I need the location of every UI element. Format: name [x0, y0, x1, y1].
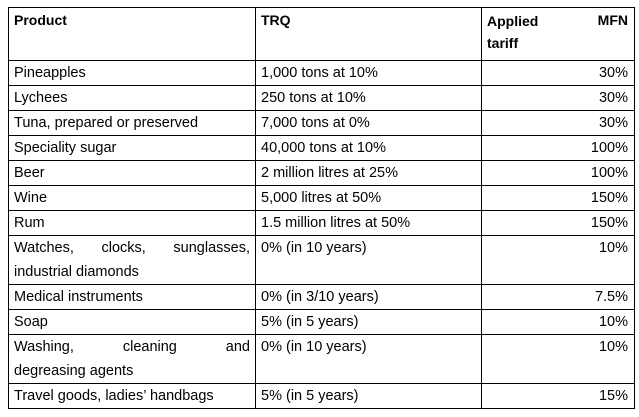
header-trq: TRQ — [256, 8, 482, 61]
table-row — [9, 335, 635, 384]
cell-trq: 7,000 tons at 0% — [256, 111, 482, 136]
table-row — [9, 186, 635, 211]
cell-trq: 0% (in 10 years) — [256, 236, 482, 285]
word: cleaning — [122, 339, 177, 355]
word: sunglasses, — [173, 240, 250, 256]
table-row — [9, 161, 635, 186]
cell-mfn: 15% — [482, 384, 635, 409]
cell-mfn: 150% — [482, 186, 635, 211]
cell-product-line: degreasing agents — [14, 363, 134, 379]
cell-mfn: 7.5% — [482, 285, 635, 310]
cell-product: Pineapples — [9, 61, 256, 86]
cell-mfn: 30% — [482, 61, 635, 86]
cell-product — [9, 236, 256, 285]
cell-trq: 0% (in 10 years) — [256, 335, 482, 384]
cell-trq: 5,000 litres at 50% — [256, 186, 482, 211]
cell-product-line — [14, 335, 250, 359]
word: and — [225, 339, 250, 355]
cell-trq: 40,000 tons at 10% — [256, 136, 482, 161]
word: clocks, — [101, 240, 146, 256]
cell-product: Wine — [9, 186, 256, 211]
cell-product: Tuna, prepared or preserved — [9, 111, 256, 136]
table-row — [9, 236, 635, 285]
table-row — [9, 211, 635, 236]
table-row — [9, 111, 635, 136]
header-mfn: MFN — [597, 12, 628, 28]
cell-product: Medical instruments — [9, 285, 256, 310]
cell-mfn: 30% — [482, 86, 635, 111]
cell-mfn: 10% — [482, 236, 635, 285]
cell-product: Travel goods, ladies’ handbags — [9, 384, 256, 409]
cell-product — [9, 335, 256, 384]
cell-trq: 5% (in 5 years) — [256, 310, 482, 335]
cell-trq: 1,000 tons at 10% — [256, 61, 482, 86]
cell-product: Beer — [9, 161, 256, 186]
cell-product-line — [14, 236, 250, 260]
word: Watches, — [14, 240, 74, 256]
cell-mfn: 100% — [482, 136, 635, 161]
cell-mfn: 10% — [482, 335, 635, 384]
table-row — [9, 310, 635, 335]
cell-product: Lychees — [9, 86, 256, 111]
cell-mfn: 150% — [482, 211, 635, 236]
cell-product: Soap — [9, 310, 256, 335]
cell-mfn: 100% — [482, 161, 635, 186]
cell-mfn: 30% — [482, 111, 635, 136]
header-row — [9, 8, 635, 61]
header-product: Product — [9, 8, 256, 61]
table-row — [9, 384, 635, 409]
tariff-table-container — [8, 7, 634, 409]
word: Washing, — [14, 339, 74, 355]
cell-product: Rum — [9, 211, 256, 236]
cell-trq: 5% (in 5 years) — [256, 384, 482, 409]
cell-product-line: industrial diamonds — [14, 264, 139, 280]
header-applied-tariff: Applied tariff — [487, 13, 539, 51]
table-row — [9, 285, 635, 310]
cell-trq: 2 million litres at 25% — [256, 161, 482, 186]
cell-trq: 1.5 million litres at 50% — [256, 211, 482, 236]
cell-trq: 250 tons at 10% — [256, 86, 482, 111]
header-applied-mfn — [482, 8, 635, 61]
tariff-table — [8, 7, 635, 409]
cell-trq: 0% (in 3/10 years) — [256, 285, 482, 310]
table-row — [9, 61, 635, 86]
table-row — [9, 86, 635, 111]
cell-mfn: 10% — [482, 310, 635, 335]
cell-product: Speciality sugar — [9, 136, 256, 161]
table-row — [9, 136, 635, 161]
